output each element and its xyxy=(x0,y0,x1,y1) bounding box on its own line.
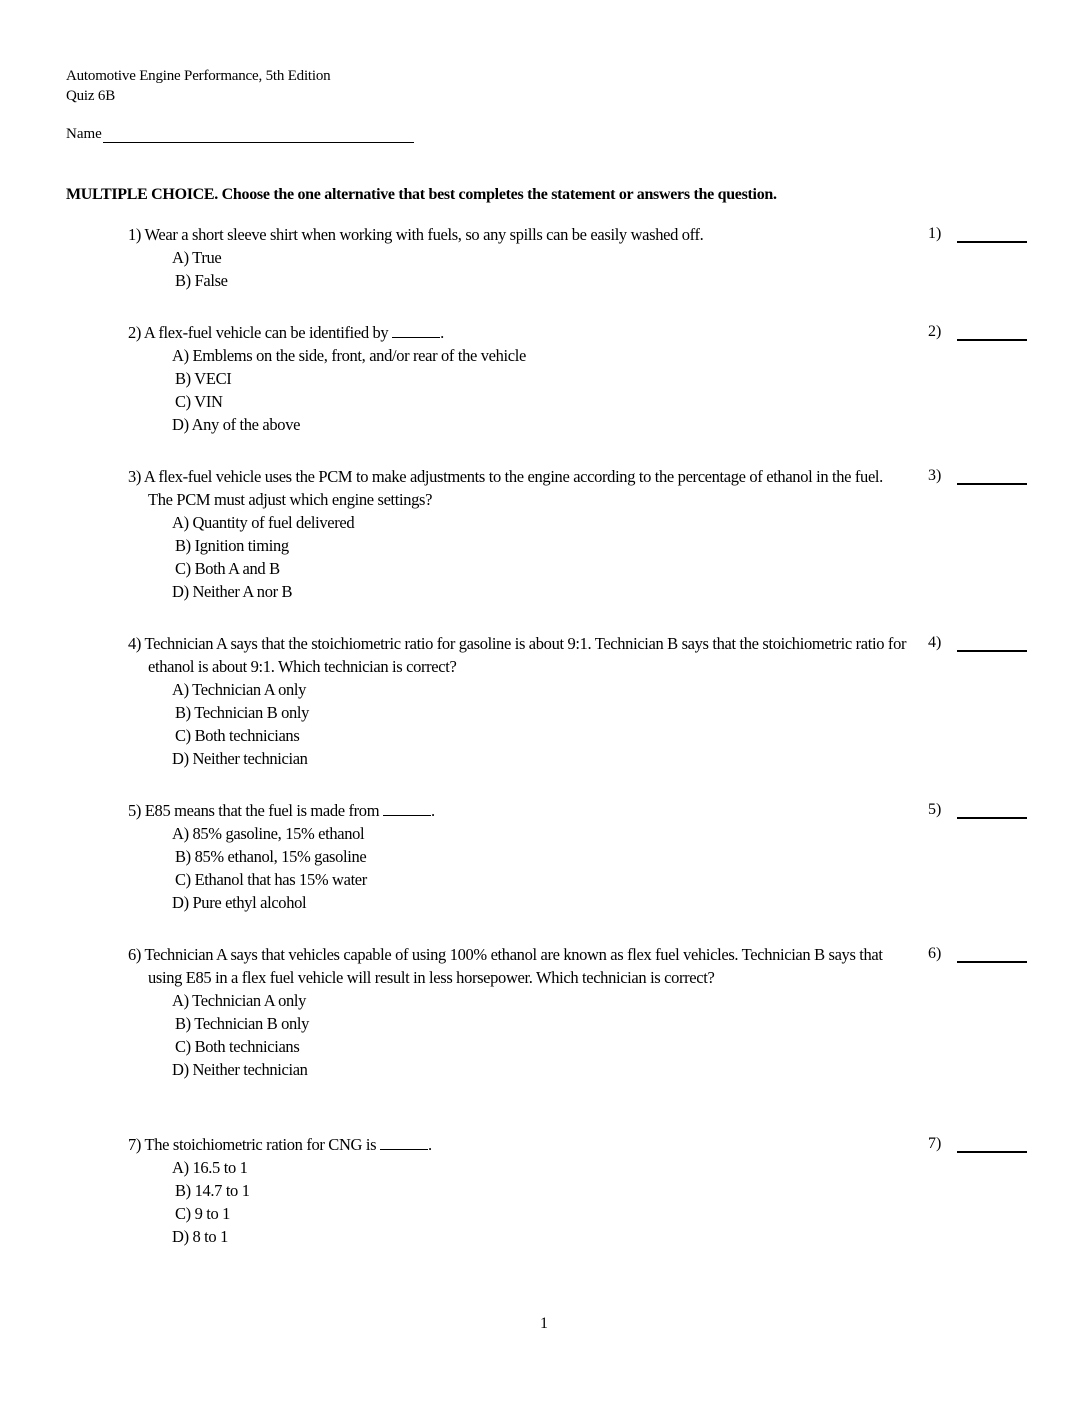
answer-blank-line[interactable] xyxy=(957,1139,1027,1153)
quiz-title: Quiz 6B xyxy=(66,88,116,104)
option-a: A) 85% gasoline, 15% ethanol xyxy=(172,824,365,843)
option-c: C) Both A and B xyxy=(175,559,280,578)
option-a: A) Emblems on the side, front, and/or rear of the vehicle xyxy=(172,346,526,365)
answer-blank-line[interactable] xyxy=(957,327,1027,341)
answer-slot-7 xyxy=(928,1135,1027,1153)
question-5 xyxy=(128,799,908,914)
option-a: A) Technician A only xyxy=(172,991,307,1010)
answer-blank-line[interactable] xyxy=(957,471,1027,485)
inline-blank xyxy=(392,323,440,338)
inline-blank xyxy=(380,1135,428,1150)
question-stem: 6) Technician A says that vehicles capable of using 100% ethanol are known as flex fuel vehicles. Technician B says that using E85 in a flex fuel vehicle will result in less horsepower. Which technician is correct? xyxy=(128,945,883,987)
answer-number: 6) xyxy=(928,945,942,962)
question-stem: 5) E85 means that the fuel is made from . xyxy=(128,801,435,820)
question-stem: 3) A flex-fuel vehicle uses the PCM to make adjustments to the engine according to the percentage of ethanol in the fuel. The PCM must adjust which engine settings? xyxy=(128,467,883,509)
option-b: B) Ignition timing xyxy=(175,536,289,555)
option-b: B) 85% ethanol, 15% gasoline xyxy=(175,847,367,866)
answer-number: 4) xyxy=(928,634,942,651)
option-d: D) Neither A nor B xyxy=(172,582,293,601)
name-label: Name xyxy=(66,126,102,142)
answer-number: 2) xyxy=(928,323,942,340)
question-4 xyxy=(128,632,908,770)
answer-blank-line[interactable] xyxy=(957,229,1027,243)
option-c: C) Ethanol that has 15% water xyxy=(175,870,367,889)
option-d: D) Any of the above xyxy=(172,415,301,434)
name-blank-line[interactable] xyxy=(103,127,414,143)
option-b: B) Technician B only xyxy=(175,703,310,722)
answer-slot-5 xyxy=(928,801,1027,819)
answer-number: 7) xyxy=(928,1135,942,1152)
answer-blank-line[interactable] xyxy=(957,638,1027,652)
answer-slot-6 xyxy=(928,945,1027,963)
answer-number: 3) xyxy=(928,467,942,484)
answer-slot-2 xyxy=(928,323,1027,341)
question-stem: 1) Wear a short sleeve shirt when working with fuels, so any spills can be easily washed off. xyxy=(128,225,704,244)
option-b: B) Technician B only xyxy=(175,1014,310,1033)
page-number: 1 xyxy=(540,1315,548,1332)
option-a: A) Quantity of fuel delivered xyxy=(172,513,355,532)
course-title: Automotive Engine Performance, 5th Edition xyxy=(66,68,331,84)
option-d: D) 8 to 1 xyxy=(172,1227,228,1246)
option-b: B) False xyxy=(175,271,228,290)
name-field-row xyxy=(66,126,414,143)
question-stem: 7) The stoichiometric ration for CNG is . xyxy=(128,1135,432,1154)
option-d: D) Neither technician xyxy=(172,1060,308,1079)
answer-slot-3 xyxy=(928,467,1027,485)
question-stem: 2) A flex-fuel vehicle can be identified by . xyxy=(128,323,444,342)
question-3 xyxy=(128,465,908,603)
option-c: C) Both technicians xyxy=(175,726,300,745)
option-a: A) 16.5 to 1 xyxy=(172,1158,248,1177)
option-c: C) 9 to 1 xyxy=(175,1204,231,1223)
answer-slot-4 xyxy=(928,634,1027,652)
question-7 xyxy=(128,1133,908,1248)
answer-number: 5) xyxy=(928,801,942,818)
option-c: C) Both technicians xyxy=(175,1037,300,1056)
option-a: A) Technician A only xyxy=(172,680,307,699)
option-b: B) VECI xyxy=(175,369,232,388)
answer-number: 1) xyxy=(928,225,942,242)
option-c: C) VIN xyxy=(175,392,223,411)
section-instructions: MULTIPLE CHOICE. Choose the one alternative that best completes the statement or answers the question. xyxy=(66,186,777,203)
option-b: B) 14.7 to 1 xyxy=(175,1181,250,1200)
question-6 xyxy=(128,943,908,1081)
option-d: D) Neither technician xyxy=(172,749,308,768)
answer-slot-1 xyxy=(928,225,1027,243)
answer-blank-line[interactable] xyxy=(957,805,1027,819)
question-1 xyxy=(128,223,908,292)
option-a: A) True xyxy=(172,248,222,267)
option-d: D) Pure ethyl alcohol xyxy=(172,893,307,912)
answer-blank-line[interactable] xyxy=(957,949,1027,963)
question-stem: 4) Technician A says that the stoichiometric ratio for gasoline is about 9:1. Technician B says that the stoichiometric ratio for ethanol is about 9:1. Which technician is correct? xyxy=(128,634,907,676)
inline-blank xyxy=(383,801,431,816)
question-2 xyxy=(128,321,908,436)
